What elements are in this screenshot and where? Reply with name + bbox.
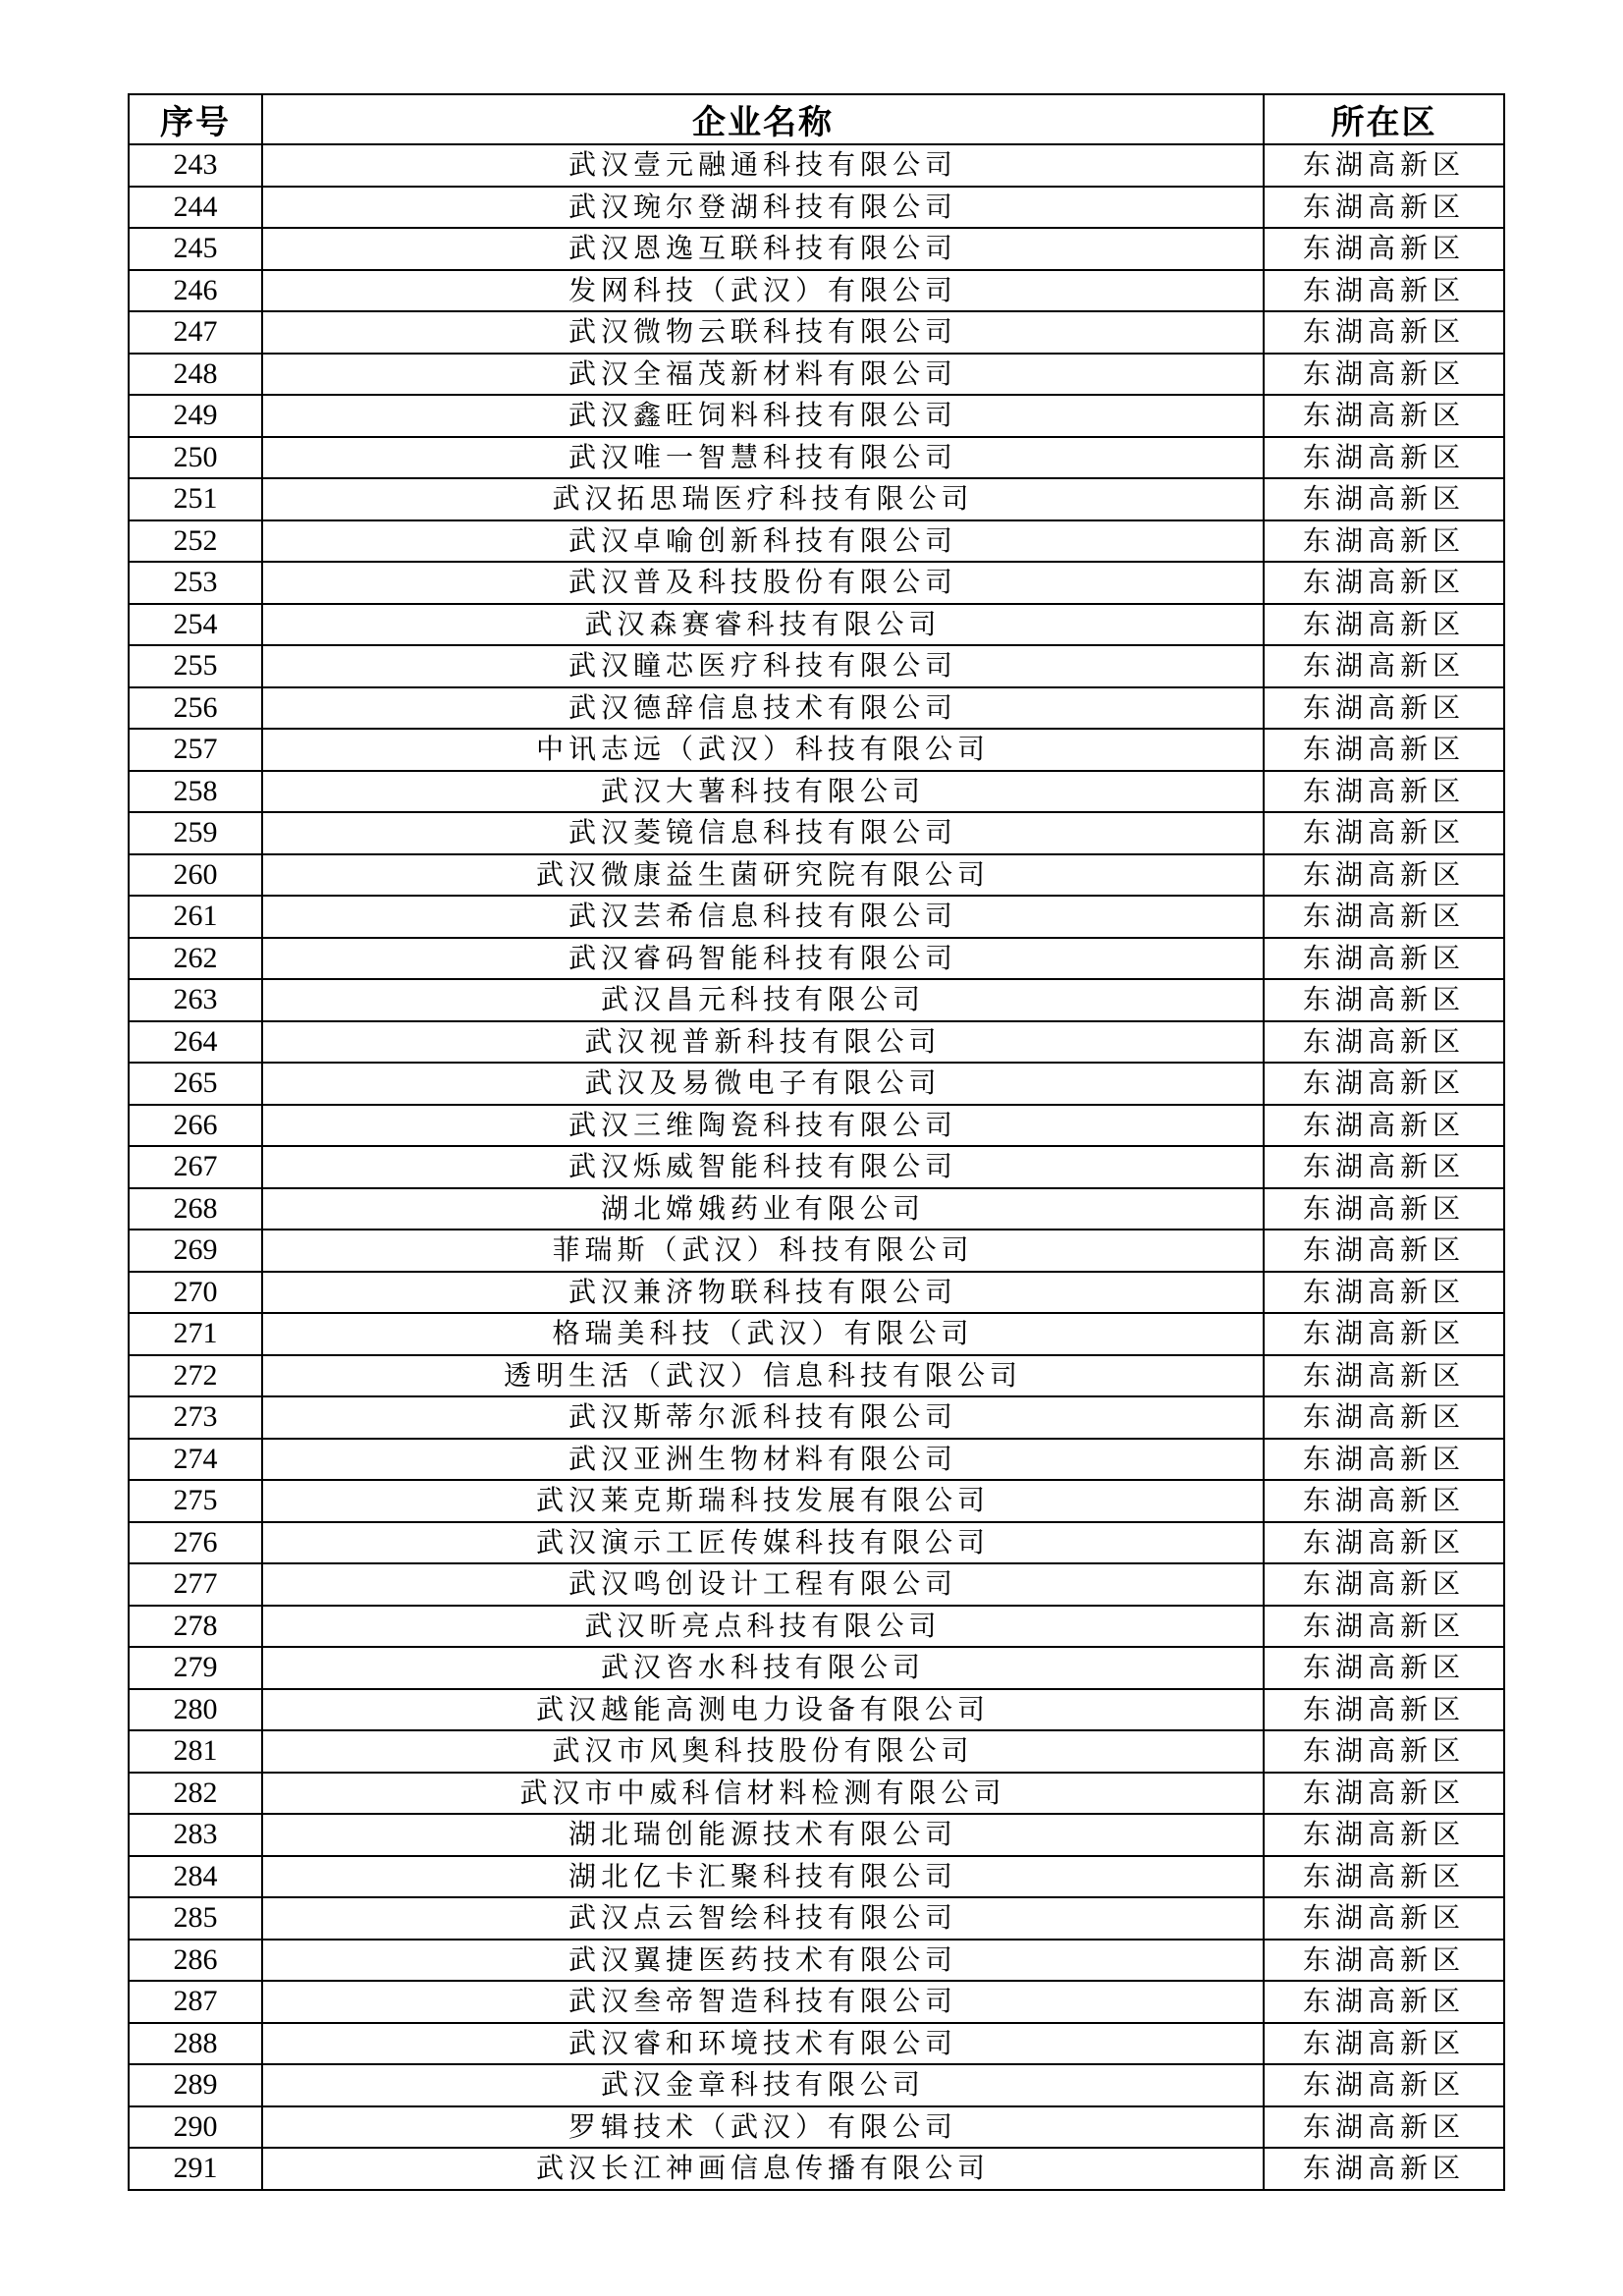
row-number: 260: [129, 854, 262, 897]
table-row: [129, 1856, 1504, 1898]
district: 东湖高新区: [1264, 1940, 1504, 1982]
row-number: 244: [129, 187, 262, 229]
row-number: 249: [129, 395, 262, 437]
company-name: 武汉琬尔登湖科技有限公司: [262, 187, 1264, 229]
district: 东湖高新区: [1264, 2148, 1504, 2190]
row-number: 270: [129, 1272, 262, 1314]
row-number: 281: [129, 1730, 262, 1773]
district: 东湖高新区: [1264, 1814, 1504, 1856]
district: 东湖高新区: [1264, 1773, 1504, 1815]
company-name: 武汉睿码智能科技有限公司: [262, 938, 1264, 980]
row-number: 277: [129, 1563, 262, 1606]
district: 东湖高新区: [1264, 812, 1504, 854]
company-name: 武汉睿和环境技术有限公司: [262, 2023, 1264, 2065]
company-name: 武汉芸希信息科技有限公司: [262, 896, 1264, 938]
table-row: [129, 2064, 1504, 2106]
company-name: 武汉德辞信息技术有限公司: [262, 687, 1264, 730]
table-row: [129, 144, 1504, 187]
table-row: [129, 771, 1504, 813]
table-row: [129, 187, 1504, 229]
company-name: 武汉普及科技股份有限公司: [262, 562, 1264, 604]
row-number: 248: [129, 354, 262, 396]
company-name: 武汉拓思瑞医疗科技有限公司: [262, 478, 1264, 520]
district: 东湖高新区: [1264, 1439, 1504, 1481]
table-header-row: [129, 94, 1504, 144]
table-row: [129, 979, 1504, 1021]
table-row: [129, 1773, 1504, 1815]
company-name: 武汉恩逸互联科技有限公司: [262, 228, 1264, 270]
row-number: 251: [129, 478, 262, 520]
district: 东湖高新区: [1264, 604, 1504, 646]
district: 东湖高新区: [1264, 562, 1504, 604]
company-name: 武汉视普新科技有限公司: [262, 1021, 1264, 1064]
company-name: 武汉鑫旺饲料科技有限公司: [262, 395, 1264, 437]
district: 东湖高新区: [1264, 1856, 1504, 1898]
row-number: 266: [129, 1105, 262, 1147]
table-row: [129, 854, 1504, 897]
district: 东湖高新区: [1264, 2023, 1504, 2065]
row-number: 259: [129, 812, 262, 854]
district: 东湖高新区: [1264, 228, 1504, 270]
district: 东湖高新区: [1264, 1188, 1504, 1230]
company-name: 中讯志远（武汉）科技有限公司: [262, 729, 1264, 771]
table-row: [129, 1730, 1504, 1773]
row-number: 265: [129, 1063, 262, 1105]
company-name: 湖北亿卡汇聚科技有限公司: [262, 1856, 1264, 1898]
row-number: 261: [129, 896, 262, 938]
table-row: [129, 1814, 1504, 1856]
district: 东湖高新区: [1264, 395, 1504, 437]
row-number: 258: [129, 771, 262, 813]
district: 东湖高新区: [1264, 478, 1504, 520]
table-row: [129, 1897, 1504, 1940]
table-row: [129, 1188, 1504, 1230]
company-name: 湖北嫦娥药业有限公司: [262, 1188, 1264, 1230]
enterprise-table-container: [128, 93, 1503, 2191]
row-number: 245: [129, 228, 262, 270]
row-number: 284: [129, 1856, 262, 1898]
district: 东湖高新区: [1264, 687, 1504, 730]
company-name: 武汉越能高测电力设备有限公司: [262, 1689, 1264, 1731]
table-row: [129, 729, 1504, 771]
table-row: [129, 1689, 1504, 1731]
row-number: 287: [129, 1981, 262, 2023]
header-district: 所在区: [1264, 94, 1504, 144]
district: 东湖高新区: [1264, 979, 1504, 1021]
table-row: [129, 1146, 1504, 1188]
table-row: [129, 1606, 1504, 1648]
row-number: 280: [129, 1689, 262, 1731]
table-row: [129, 1063, 1504, 1105]
table-row: [129, 645, 1504, 687]
table-row: [129, 311, 1504, 354]
district: 东湖高新区: [1264, 645, 1504, 687]
district: 东湖高新区: [1264, 270, 1504, 312]
table-row: [129, 1313, 1504, 1355]
district: 东湖高新区: [1264, 520, 1504, 563]
row-number: 286: [129, 1940, 262, 1982]
row-number: 291: [129, 2148, 262, 2190]
district: 东湖高新区: [1264, 1063, 1504, 1105]
company-name: 罗辑技术（武汉）有限公司: [262, 2106, 1264, 2149]
district: 东湖高新区: [1264, 311, 1504, 354]
row-number: 267: [129, 1146, 262, 1188]
company-name: 武汉市中威科信材料检测有限公司: [262, 1773, 1264, 1815]
company-name: 武汉瞳芯医疗科技有限公司: [262, 645, 1264, 687]
district: 东湖高新区: [1264, 1730, 1504, 1773]
company-name: 武汉微物云联科技有限公司: [262, 311, 1264, 354]
row-number: 274: [129, 1439, 262, 1481]
company-name: 武汉大薯科技有限公司: [262, 771, 1264, 813]
district: 东湖高新区: [1264, 1522, 1504, 1564]
table-row: [129, 1981, 1504, 2023]
company-name: 武汉金章科技有限公司: [262, 2064, 1264, 2106]
enterprise-table: [128, 93, 1505, 2191]
company-name: 武汉微康益生菌研究院有限公司: [262, 854, 1264, 897]
row-number: 268: [129, 1188, 262, 1230]
district: 东湖高新区: [1264, 1313, 1504, 1355]
district: 东湖高新区: [1264, 771, 1504, 813]
table-row: [129, 2148, 1504, 2190]
company-name: 武汉长江神画信息传播有限公司: [262, 2148, 1264, 2190]
row-number: 246: [129, 270, 262, 312]
table-row: [129, 228, 1504, 270]
row-number: 256: [129, 687, 262, 730]
district: 东湖高新区: [1264, 1272, 1504, 1314]
table-row: [129, 687, 1504, 730]
table-body: [129, 144, 1504, 2190]
company-name: 格瑞美科技（武汉）有限公司: [262, 1313, 1264, 1355]
district: 东湖高新区: [1264, 1480, 1504, 1522]
table-row: [129, 2106, 1504, 2149]
company-name: 武汉市风奥科技股份有限公司: [262, 1730, 1264, 1773]
company-name: 武汉兼济物联科技有限公司: [262, 1272, 1264, 1314]
district: 东湖高新区: [1264, 938, 1504, 980]
table-row: [129, 395, 1504, 437]
table-row: [129, 604, 1504, 646]
district: 东湖高新区: [1264, 1897, 1504, 1940]
row-number: 272: [129, 1355, 262, 1397]
company-name: 武汉翼捷医药技术有限公司: [262, 1940, 1264, 1982]
company-name: 武汉昌元科技有限公司: [262, 979, 1264, 1021]
table-row: [129, 1355, 1504, 1397]
district: 东湖高新区: [1264, 1105, 1504, 1147]
table-row: [129, 1021, 1504, 1064]
row-number: 255: [129, 645, 262, 687]
company-name: 武汉全福茂新材料有限公司: [262, 354, 1264, 396]
company-name: 武汉及易微电子有限公司: [262, 1063, 1264, 1105]
row-number: 283: [129, 1814, 262, 1856]
company-name: 武汉亚洲生物材料有限公司: [262, 1439, 1264, 1481]
company-name: 武汉壹元融通科技有限公司: [262, 144, 1264, 187]
district: 东湖高新区: [1264, 354, 1504, 396]
table-row: [129, 938, 1504, 980]
district: 东湖高新区: [1264, 437, 1504, 479]
table-row: [129, 437, 1504, 479]
district: 东湖高新区: [1264, 1230, 1504, 1272]
company-name: 武汉鸣创设计工程有限公司: [262, 1563, 1264, 1606]
row-number: 254: [129, 604, 262, 646]
row-number: 285: [129, 1897, 262, 1940]
company-name: 武汉森赛睿科技有限公司: [262, 604, 1264, 646]
table-row: [129, 812, 1504, 854]
row-number: 253: [129, 562, 262, 604]
row-number: 250: [129, 437, 262, 479]
company-name: 武汉演示工匠传媒科技有限公司: [262, 1522, 1264, 1564]
table-row: [129, 1272, 1504, 1314]
table-row: [129, 1522, 1504, 1564]
row-number: 273: [129, 1396, 262, 1439]
row-number: 279: [129, 1647, 262, 1689]
table-row: [129, 1230, 1504, 1272]
company-name: 武汉斯蒂尔派科技有限公司: [262, 1396, 1264, 1439]
company-name: 武汉唯一智慧科技有限公司: [262, 437, 1264, 479]
row-number: 271: [129, 1313, 262, 1355]
table-row: [129, 1647, 1504, 1689]
district: 东湖高新区: [1264, 1647, 1504, 1689]
row-number: 257: [129, 729, 262, 771]
company-name: 武汉菱镜信息科技有限公司: [262, 812, 1264, 854]
company-name: 武汉点云智绘科技有限公司: [262, 1897, 1264, 1940]
district: 东湖高新区: [1264, 2064, 1504, 2106]
company-name: 武汉卓喻创新科技有限公司: [262, 520, 1264, 563]
table-row: [129, 2023, 1504, 2065]
table-row: [129, 1940, 1504, 1982]
row-number: 290: [129, 2106, 262, 2149]
table-row: [129, 354, 1504, 396]
company-name: 武汉三维陶瓷科技有限公司: [262, 1105, 1264, 1147]
company-name: 湖北瑞创能源技术有限公司: [262, 1814, 1264, 1856]
district: 东湖高新区: [1264, 187, 1504, 229]
district: 东湖高新区: [1264, 1689, 1504, 1731]
company-name: 武汉咨水科技有限公司: [262, 1647, 1264, 1689]
row-number: 269: [129, 1230, 262, 1272]
district: 东湖高新区: [1264, 1355, 1504, 1397]
district: 东湖高新区: [1264, 2106, 1504, 2149]
district: 东湖高新区: [1264, 1146, 1504, 1188]
company-name: 武汉莱克斯瑞科技发展有限公司: [262, 1480, 1264, 1522]
table-row: [129, 270, 1504, 312]
row-number: 252: [129, 520, 262, 563]
table-row: [129, 562, 1504, 604]
row-number: 243: [129, 144, 262, 187]
header-name: 企业名称: [262, 94, 1264, 144]
row-number: 278: [129, 1606, 262, 1648]
table-row: [129, 1396, 1504, 1439]
row-number: 264: [129, 1021, 262, 1064]
table-row: [129, 1439, 1504, 1481]
table-row: [129, 520, 1504, 563]
row-number: 275: [129, 1480, 262, 1522]
district: 东湖高新区: [1264, 144, 1504, 187]
table-row: [129, 1563, 1504, 1606]
company-name: 菲瑞斯（武汉）科技有限公司: [262, 1230, 1264, 1272]
company-name: 武汉叁帝智造科技有限公司: [262, 1981, 1264, 2023]
table-row: [129, 1105, 1504, 1147]
row-number: 247: [129, 311, 262, 354]
table-row: [129, 1480, 1504, 1522]
company-name: 发网科技（武汉）有限公司: [262, 270, 1264, 312]
row-number: 289: [129, 2064, 262, 2106]
district: 东湖高新区: [1264, 1021, 1504, 1064]
row-number: 282: [129, 1773, 262, 1815]
district: 东湖高新区: [1264, 1606, 1504, 1648]
district: 东湖高新区: [1264, 1396, 1504, 1439]
district: 东湖高新区: [1264, 729, 1504, 771]
row-number: 288: [129, 2023, 262, 2065]
district: 东湖高新区: [1264, 1563, 1504, 1606]
district: 东湖高新区: [1264, 854, 1504, 897]
company-name: 透明生活（武汉）信息科技有限公司: [262, 1355, 1264, 1397]
row-number: 276: [129, 1522, 262, 1564]
company-name: 武汉昕亮点科技有限公司: [262, 1606, 1264, 1648]
district: 东湖高新区: [1264, 896, 1504, 938]
row-number: 263: [129, 979, 262, 1021]
table-row: [129, 478, 1504, 520]
row-number: 262: [129, 938, 262, 980]
company-name: 武汉烁威智能科技有限公司: [262, 1146, 1264, 1188]
district: 东湖高新区: [1264, 1981, 1504, 2023]
table-row: [129, 896, 1504, 938]
header-no: 序号: [129, 94, 262, 144]
